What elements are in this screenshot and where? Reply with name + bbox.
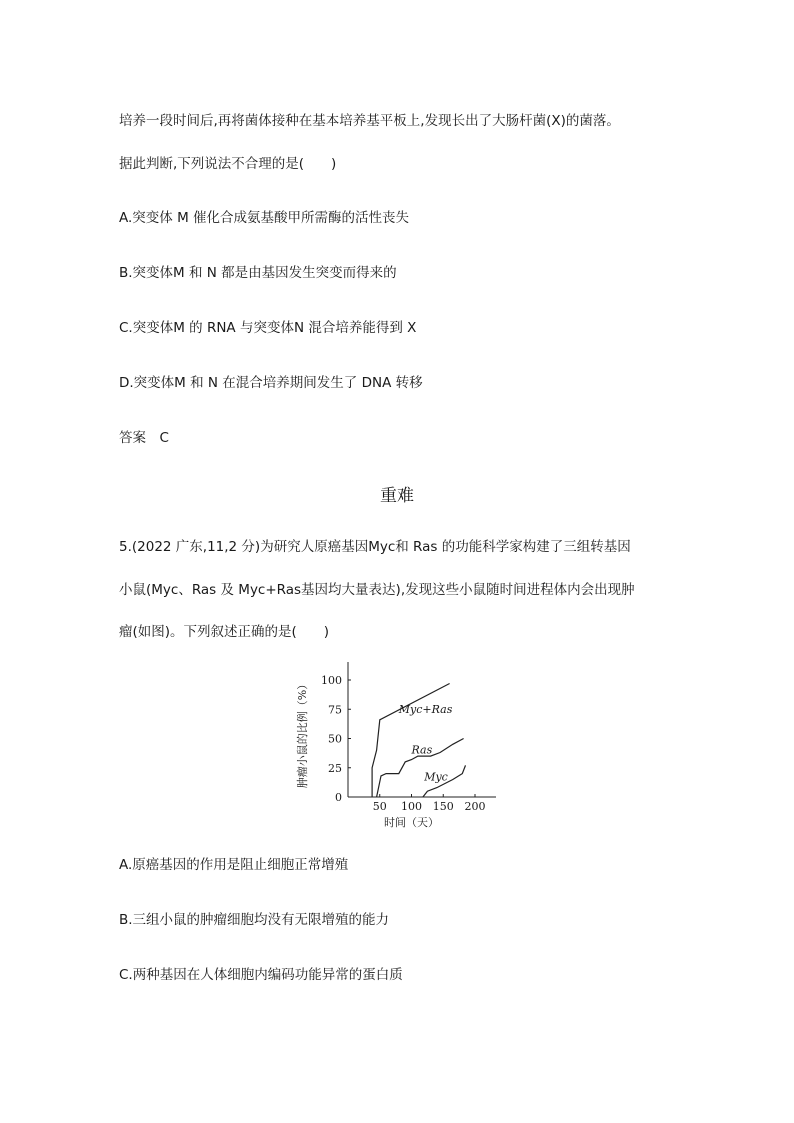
y-tick-label: 75 (328, 703, 342, 717)
y-tick-label: 100 (321, 674, 342, 687)
q5-option-a: A.原癌基因的作用是阻止细胞正常增殖 (119, 857, 349, 873)
q4-stem-line-1: 培养一段时间后,再将菌体接种在基本培养基平板上,发现长出了大肠杆菌(X)的菌落。 (119, 113, 620, 129)
chart-xlabel: 时间（天） (384, 816, 439, 829)
tumor-incidence-chart (290, 652, 510, 832)
x-tick-label: 100 (401, 800, 422, 813)
x-tick-label: 150 (432, 800, 454, 813)
q5-stem-line-2: 小鼠(Myc、Ras 及 Myc+Ras基因均大量表达),发现这些小鼠随时间进程体内会出现肿 (119, 582, 635, 598)
q4-option-c: C.突变体M 的 RNA 与突变体N 混合培养能得到 X (119, 320, 417, 336)
x-tick-label: 200 (464, 800, 486, 813)
chart-ticks (321, 674, 486, 813)
chart-axes (348, 662, 496, 797)
series-label: Ras (411, 743, 433, 757)
q4-option-a: A.突变体 M 催化合成氨基酸甲所需酶的活性丧失 (119, 210, 410, 226)
series-label: Myc+Ras (398, 702, 453, 716)
x-tick-label: 50 (372, 800, 387, 813)
q4-answer: 答案 C (119, 430, 169, 446)
y-tick-label: 25 (328, 761, 342, 775)
y-tick-label: 0 (335, 791, 342, 804)
chart-ylabel: 肿瘤小鼠的比例（%） (296, 678, 309, 789)
series-label: Myc (424, 770, 448, 784)
q5-stem-line-1: 5.(2022 广东,11,2 分)为研究人原癌基因Myc和 Ras 的功能科学家构建了三组转基因 (119, 539, 631, 555)
q4-option-d: D.突变体M 和 N 在混合培养期间发生了 DNA 转移 (119, 375, 423, 391)
q4-stem-line-2: 据此判断,下列说法不合理的是( ) (119, 156, 337, 172)
q5-option-c: C.两种基因在人体细胞内编码功能异常的蛋白质 (119, 967, 403, 983)
q4-option-b: B.突变体M 和 N 都是由基因发生突变而得来的 (119, 265, 397, 281)
chart-series (372, 684, 465, 798)
q5-stem-line-3: 瘤(如图)。下列叙述正确的是( ) (119, 624, 330, 640)
y-tick-label: 50 (328, 732, 342, 746)
q5-option-b: B.三组小鼠的肿瘤细胞均没有无限增殖的能力 (119, 912, 390, 928)
section-title: 重难 (380, 486, 414, 506)
